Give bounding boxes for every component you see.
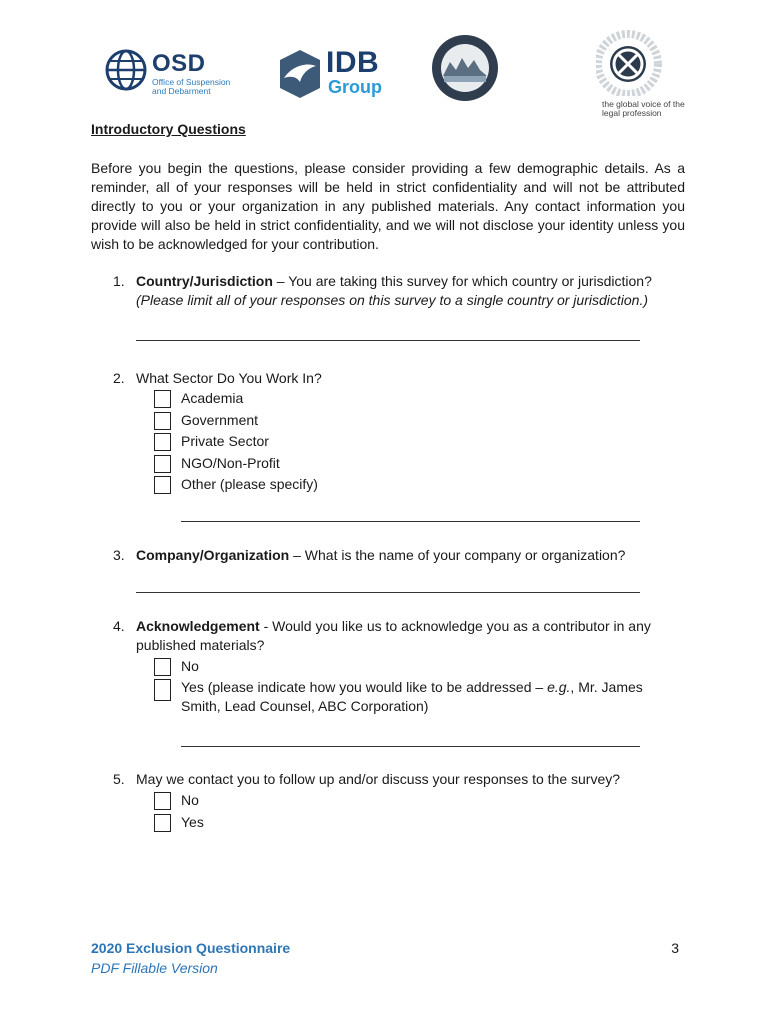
yes-suffix: , Mr. James Smith, Lead Counsel, ABC Corporation) — [181, 679, 643, 714]
question-2 — [91, 369, 685, 388]
footer-title: 2020 Exclusion Questionnaire — [91, 940, 291, 956]
seal-emblem-icon — [430, 32, 500, 104]
answer-line-company[interactable] — [136, 592, 640, 593]
osd-title: OSD — [152, 50, 206, 77]
checkbox[interactable] — [154, 433, 171, 451]
question-number: 2. — [113, 370, 125, 386]
section-heading: Introductory Questions — [91, 121, 246, 137]
option-label: Academia — [181, 390, 244, 406]
question-number: 1. — [113, 273, 125, 289]
yes-prefix: Yes (please indicate how you would like to be addressed – — [181, 679, 548, 695]
question-text: May we contact you to follow up and/or discuss your responses to the survey? — [136, 771, 621, 787]
option-label: NGO/Non-Profit — [181, 454, 280, 471]
option-label: Private Sector — [181, 433, 269, 449]
inspection-seal-logo — [430, 32, 500, 104]
option-no[interactable] — [91, 791, 685, 813]
question-number: 5. — [113, 771, 125, 787]
option-private-sector[interactable] — [91, 432, 685, 454]
option-label — [181, 678, 685, 716]
question-text: - Would you like us to acknowledge you as a contributor in any published materials? — [136, 617, 651, 653]
idb-logo — [276, 44, 384, 104]
option-other[interactable] — [91, 475, 685, 497]
question-5 — [91, 770, 685, 789]
intro-paragraph: Before you begin the questions, please consider providing a few demographic details. As a reminder, all of your responses will be held in strict confidentiality and will not be attributed directly to you or your organization in any published materials. Any contact information you provide will also be held in strict confidentiality, and we will not disclose your identity unless you wish to be acknowledged for your contribution. — [91, 160, 685, 252]
option-yes[interactable] — [91, 813, 685, 835]
option-label: No — [181, 792, 199, 808]
question-label: Acknowledgement — [136, 617, 260, 634]
eg-text: e.g. — [547, 679, 571, 695]
sector-options — [91, 389, 685, 497]
answer-line-country[interactable] — [136, 340, 640, 341]
option-label: No — [181, 657, 199, 674]
osd-logo — [104, 44, 234, 104]
option-label: Government — [181, 411, 259, 428]
question-text: What Sector Do You Work In? — [136, 370, 322, 386]
osd-subtitle: Office of Suspension and Debarment — [152, 77, 231, 96]
checkbox[interactable] — [154, 390, 171, 408]
page-footer — [91, 938, 685, 978]
iba-logo — [596, 30, 685, 118]
answer-line-acknowledgement[interactable] — [181, 746, 640, 747]
checkbox[interactable] — [154, 814, 171, 832]
option-government[interactable] — [91, 411, 685, 433]
checkbox[interactable] — [154, 412, 171, 430]
question-3 — [91, 546, 685, 565]
option-label: Yes — [181, 813, 204, 830]
checkbox[interactable] — [154, 476, 171, 494]
question-4 — [91, 617, 685, 655]
iba-tagline: the global voice of the legal profession — [602, 99, 685, 118]
iba-emblem-icon — [596, 30, 676, 96]
option-no[interactable] — [91, 657, 685, 679]
globe-icon — [104, 48, 148, 92]
checkbox[interactable] — [154, 658, 171, 676]
answer-line-other[interactable] — [181, 521, 640, 522]
question-number: 4. — [113, 617, 125, 634]
question-note: (Please limit all of your responses on this survey to a single country or jurisdiction.) — [136, 292, 648, 308]
question-text: – What is the name of your company or organization? — [289, 546, 626, 563]
question-label: Company/Organization — [136, 546, 290, 563]
question-number: 3. — [113, 546, 125, 563]
checkbox[interactable] — [154, 679, 171, 701]
idb-subtitle: Group — [328, 77, 382, 97]
option-academia[interactable] — [91, 389, 685, 411]
option-ngo[interactable] — [91, 454, 685, 476]
option-yes[interactable] — [91, 678, 685, 718]
checkbox[interactable] — [154, 455, 171, 473]
question-1 — [91, 272, 685, 310]
idb-emblem-icon — [276, 48, 324, 100]
contact-options — [91, 791, 685, 834]
page-number: 3 — [671, 940, 679, 956]
checkbox[interactable] — [154, 792, 171, 810]
logo-banner — [0, 30, 770, 120]
option-label: Other (please specify) — [181, 476, 318, 492]
question-label: Country/Jurisdiction — [136, 273, 273, 289]
document-body — [91, 118, 685, 834]
footer-subtitle: PDF Fillable Version — [91, 960, 218, 976]
question-text: – You are taking this survey for which country or jurisdiction? — [272, 273, 652, 289]
idb-title: IDB — [326, 46, 380, 79]
acknowledgement-options — [91, 657, 685, 719]
